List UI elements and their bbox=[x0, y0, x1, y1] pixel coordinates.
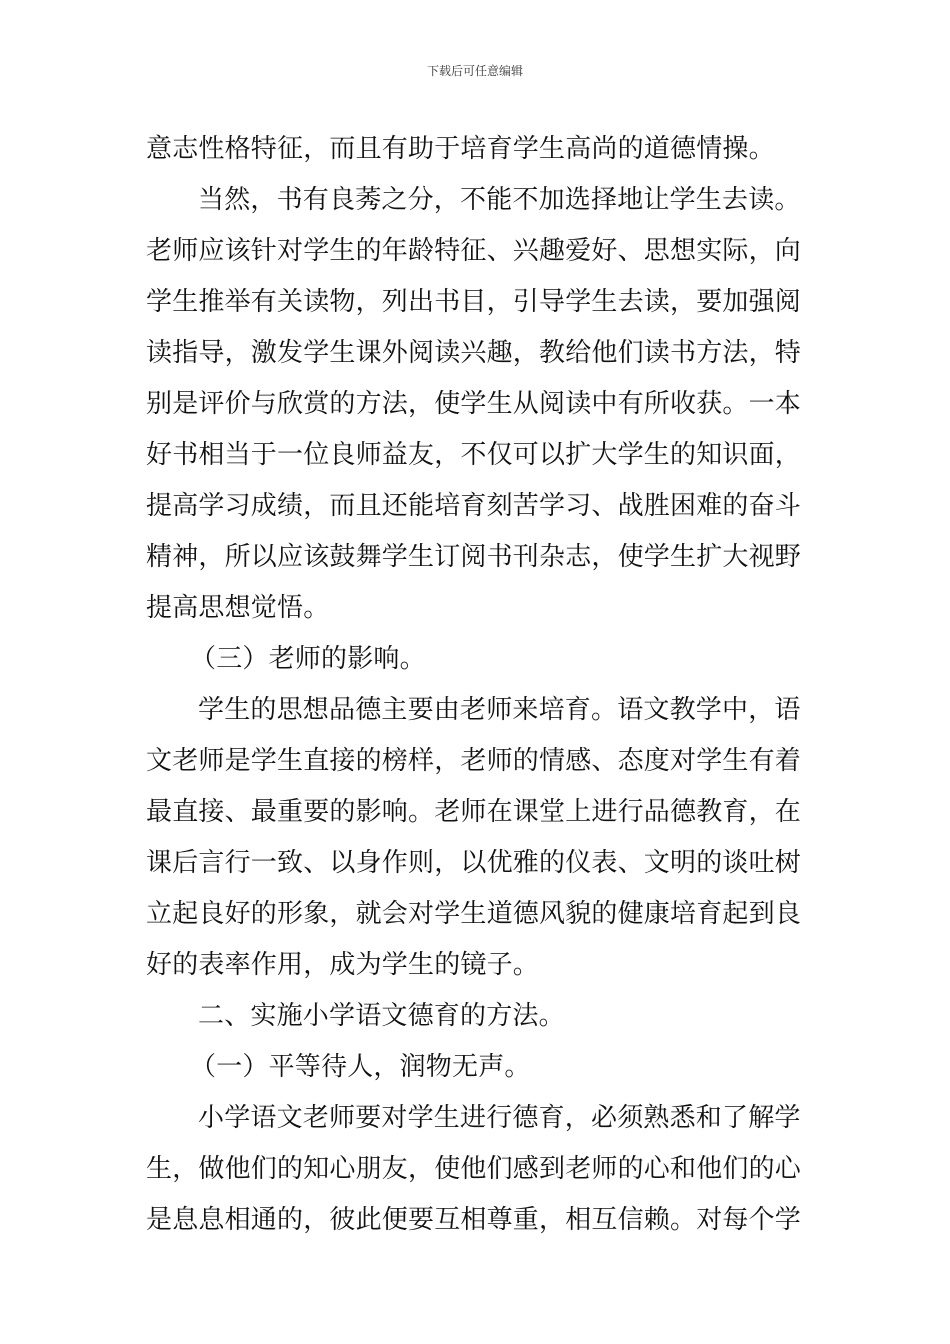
text-line: 别是评价与欣赏的方法，使学生从阅读中有所收获。一本 bbox=[146, 389, 802, 419]
text-line: 学生推举有关读物，列出书目，引导学生去读，要加强阅 bbox=[146, 287, 802, 317]
text-line: 生，做他们的知心朋友，使他们感到老师的心和他们的心 bbox=[146, 1154, 802, 1184]
text-line: 意志性格特征，而且有助于培育学生高尚的道德情操。 bbox=[146, 134, 775, 164]
text-line: 最直接、最重要的影响。老师在课堂上进行品德教育，在 bbox=[146, 797, 802, 827]
paragraph-start-line: 学生的思想品德主要由老师来培育。语文教学中，语 bbox=[198, 695, 801, 725]
text-line: 文老师是学生直接的榜样，老师的情感、态度对学生有着 bbox=[146, 746, 802, 776]
text-line: 提高学习成绩，而且还能培育刻苦学习、战胜困难的奋斗 bbox=[146, 491, 802, 521]
text-line: 好的表率作用，成为学生的镜子。 bbox=[146, 950, 540, 980]
text-line: 老师应该针对学生的年龄特征、兴趣爱好、思想实际，向 bbox=[146, 236, 802, 266]
text-line: 立起良好的形象，就会对学生道德风貌的健康培育起到良 bbox=[146, 899, 802, 929]
text-line: 读指导，激发学生课外阅读兴趣，教给他们读书方法，特 bbox=[146, 338, 802, 368]
document-body bbox=[146, 124, 810, 1246]
text-line: 精神，所以应该鼓舞学生订阅书刊杂志，使学生扩大视野 bbox=[146, 542, 802, 572]
section-heading: （三）老师的影响。 bbox=[190, 644, 426, 674]
text-line: 是息息相通的，彼此便要互相尊重，相互信赖。对每个学 bbox=[146, 1205, 802, 1235]
text-line: 好书相当于一位良师益友，不仅可以扩大学生的知识面， bbox=[146, 440, 802, 470]
text-line: 课后言行一致、以身作则，以优雅的仪表、文明的谈吐树 bbox=[146, 848, 802, 878]
paragraph-start-line: 当然，书有良莠之分，不能不加选择地让学生去读。 bbox=[198, 185, 801, 215]
subsection-heading: （一）平等待人，润物无声。 bbox=[190, 1052, 531, 1082]
page-header: 下载后可任意编辑 bbox=[426, 64, 523, 78]
text-line: 提高思想觉悟。 bbox=[146, 593, 330, 623]
paragraph-start-line: 小学语文老师要对学生进行德育，必须熟悉和了解学 bbox=[198, 1103, 801, 1133]
section-heading: 二、实施小学语文德育的方法。 bbox=[198, 1001, 565, 1031]
